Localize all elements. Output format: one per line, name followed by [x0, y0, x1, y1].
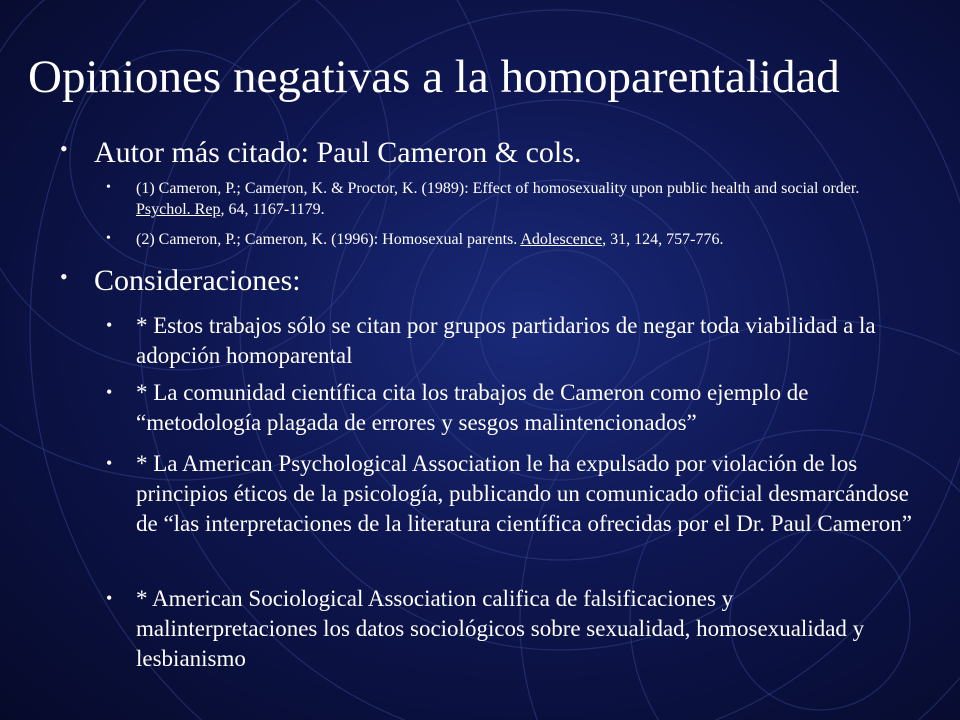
- reference-volume: , 31, 124, 757-776.: [602, 231, 724, 248]
- consideration-item: [106, 311, 916, 371]
- reference-volume: , 64, 1167-1179.: [220, 201, 325, 218]
- consideration-item: [106, 378, 916, 438]
- bullet-icon: •: [106, 382, 113, 402]
- bullet-considerations-text: Consideraciones:: [94, 264, 301, 297]
- reference-journal: Psychol. Rep: [136, 201, 221, 218]
- bullet-icon: •: [106, 180, 111, 195]
- consideration-item: [106, 584, 916, 674]
- reference-journal: Adolescence: [520, 231, 603, 248]
- bullet-icon: •: [106, 588, 113, 608]
- bullet-icon: •: [106, 453, 113, 473]
- reference-item: [106, 178, 916, 220]
- consideration-text: * La comunidad científica cita los trabajos de Cameron como ejemplo de “metodología plagada de errores y sesgos malintencionados”: [136, 380, 809, 435]
- bullet-icon: •: [60, 264, 68, 289]
- reference-citation: (1) Cameron, P.; Cameron, K. & Proctor, K. (1989): Effect of homosexuality upon public health and social order.: [136, 180, 860, 197]
- reference-citation: (2) Cameron, P.; Cameron, K. (1996): Homosexual parents.: [136, 231, 521, 248]
- bullet-icon: •: [106, 231, 111, 246]
- bullet-author: [60, 136, 920, 170]
- consideration-text: * American Sociological Association califica de falsificaciones y malinterpretaciones los datos sociológicos sobre sexualidad, homosexualidad y lesbianismo: [136, 586, 865, 671]
- bullet-considerations: [60, 264, 920, 298]
- slide-title: Opiniones negativas a la homoparentalidad: [28, 51, 840, 103]
- bullet-author-text: Autor más citado: Paul Cameron & cols.: [94, 136, 582, 169]
- consideration-text: * La American Psychological Association le ha expulsado por violación de los principios éticos de la psicología, publicando un comunicado oficial desmarcándose de “las interpretaciones de la literatura científica ofrecidas por el Dr. Paul Cameron”: [136, 451, 912, 536]
- reference-text: [136, 229, 916, 250]
- bullet-icon: •: [60, 136, 68, 161]
- reference-text: [136, 178, 916, 220]
- consideration-text: * Estos trabajos sólo se citan por grupos partidarios de negar toda viabilidad a la adopción homoparental: [136, 313, 876, 368]
- consideration-item: [106, 449, 916, 539]
- reference-item: [106, 229, 916, 250]
- bullet-icon: •: [106, 315, 113, 335]
